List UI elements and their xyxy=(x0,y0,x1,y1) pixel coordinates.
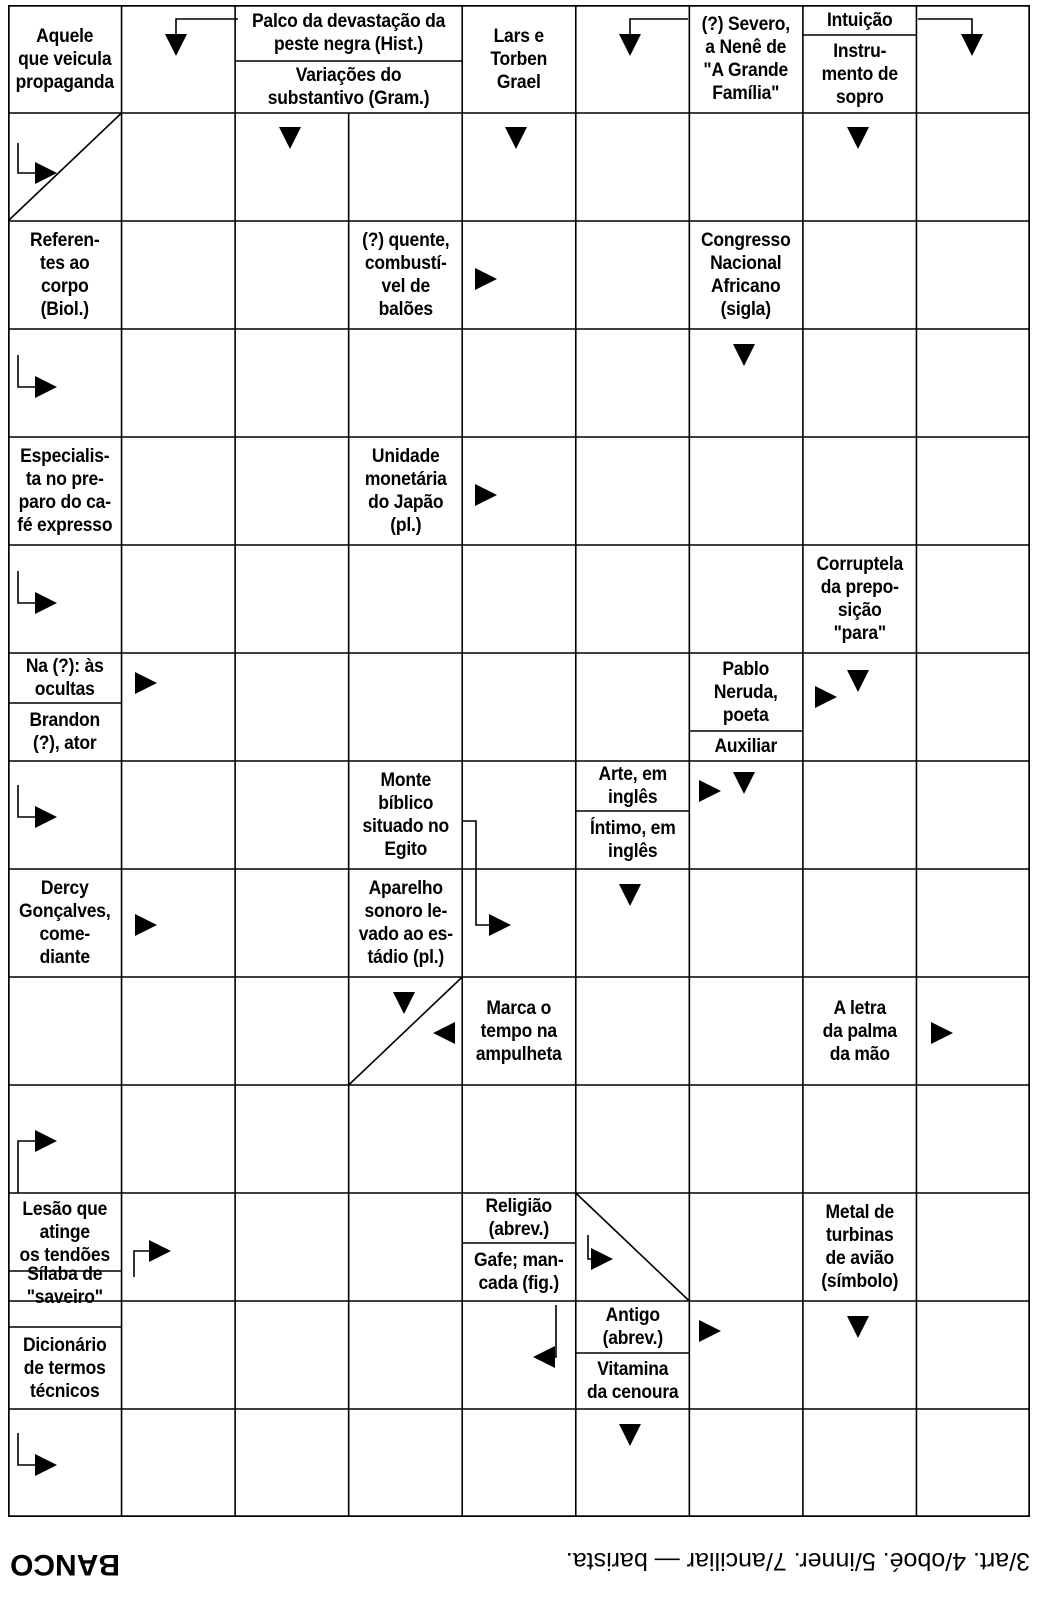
clue-text: Na (?): às ocultas xyxy=(25,656,104,700)
arrow-right-icon xyxy=(591,1248,613,1270)
arrow-left-icon xyxy=(433,1022,455,1044)
clue-cell xyxy=(13,437,117,545)
clue-cell xyxy=(353,869,457,977)
arrow-right-icon xyxy=(35,376,57,398)
clue-cell xyxy=(353,221,457,329)
clue-text: Sílaba de "saveiro" xyxy=(26,1264,103,1308)
answer-bank-text: 3/art. 4/oboé. 5/inner. 7/anciliar — barista. xyxy=(565,1547,1030,1575)
arrow-down-icon xyxy=(619,34,641,56)
arrow-right-icon xyxy=(35,592,57,614)
clue-text: Monte bíblico situado no Egito xyxy=(362,770,449,860)
clue-text: Lars e Torben Grael xyxy=(490,25,548,93)
arrow-right-icon xyxy=(475,268,497,290)
arrow-connector xyxy=(18,785,36,817)
arrow-connector xyxy=(18,1141,36,1193)
clue-cell xyxy=(694,221,798,329)
clue-cell xyxy=(13,5,117,113)
clue-text: Aparelho sonoro le- vado ao es- tádio (pl.) xyxy=(358,878,453,968)
clue-cell xyxy=(694,5,798,113)
arrow-down-icon xyxy=(619,884,641,906)
clue-text: Arte, em inglês xyxy=(598,764,667,808)
clue-cell xyxy=(13,869,117,977)
arrow-right-icon xyxy=(931,1022,953,1044)
clue-text: (?) quente, combustí- vel de balões xyxy=(361,230,450,320)
answer-bank-label: BANCO xyxy=(10,1548,120,1581)
clue-cell xyxy=(580,1353,684,1409)
clue-cell xyxy=(807,35,911,113)
clue-text: Religião (abrev.) xyxy=(485,1196,553,1240)
clue-text: Corruptela da prepo- sição "para" xyxy=(816,554,903,644)
clue-text: Dercy Gonçalves, come- diante xyxy=(19,878,111,968)
answer-bank-footer xyxy=(0,1525,1060,1595)
clue-text: Brandon (?), ator xyxy=(29,710,101,754)
crossword-grid xyxy=(8,5,1030,1517)
clue-text: Especialis- ta no pre- paro do ca- fé expresso xyxy=(17,446,113,536)
clue-text: Lesão que atinge os tendões xyxy=(19,1198,110,1266)
clue-text: Aquele que veicula propaganda xyxy=(15,25,114,93)
clue-text: Pablo Neruda, poeta xyxy=(714,658,778,726)
arrow-connector xyxy=(462,821,490,925)
arrow-down-icon xyxy=(505,127,527,149)
clue-cell xyxy=(807,545,911,653)
clue-cell xyxy=(807,5,911,35)
arrow-down-icon xyxy=(619,1424,641,1446)
clue-cell xyxy=(467,1193,571,1243)
arrow-right-icon xyxy=(489,914,511,936)
clue-cell xyxy=(13,703,117,761)
arrow-right-icon xyxy=(815,686,837,708)
arrow-right-icon xyxy=(35,806,57,828)
diagonal-divider xyxy=(8,113,122,221)
arrow-right-icon xyxy=(475,484,497,506)
arrow-connector xyxy=(134,1251,150,1277)
arrow-right-icon xyxy=(699,1320,721,1342)
arrow-down-icon xyxy=(847,127,869,149)
arrow-connector xyxy=(18,143,36,173)
clue-cell xyxy=(353,437,457,545)
clue-cell xyxy=(353,761,457,869)
clue-text: Palco da devastação da peste negra (Hist.) xyxy=(252,11,446,55)
clue-cell xyxy=(13,653,117,703)
clue-text: Referen- tes ao corpo (Biol.) xyxy=(30,230,100,320)
clue-cell xyxy=(580,811,684,869)
arrow-right-icon xyxy=(699,780,721,802)
arrow-down-icon xyxy=(847,670,869,692)
arrow-down-icon xyxy=(733,772,755,794)
diagonal-divider xyxy=(576,1193,690,1301)
clue-cell xyxy=(13,221,117,329)
clue-cell xyxy=(467,1243,571,1301)
arrow-connector xyxy=(630,19,688,35)
clue-text: Antigo (abrev.) xyxy=(602,1305,663,1349)
arrow-right-icon xyxy=(35,162,57,184)
arrow-connector xyxy=(918,19,972,35)
clue-text: Unidade monetária do Japão (pl.) xyxy=(364,446,447,536)
clue-cell xyxy=(467,977,571,1085)
clue-cell xyxy=(244,5,453,61)
clue-cell xyxy=(694,653,798,731)
clue-cell xyxy=(244,61,453,113)
arrow-left-icon xyxy=(533,1346,555,1368)
clue-text: Íntimo, em inglês xyxy=(589,818,676,862)
clue-cell xyxy=(807,1193,911,1301)
arrow-right-icon xyxy=(135,914,157,936)
arrow-connector xyxy=(176,19,238,35)
arrow-right-icon xyxy=(35,1130,57,1152)
arrow-down-icon xyxy=(279,127,301,149)
clue-cell xyxy=(580,1301,684,1353)
arrow-down-icon xyxy=(961,34,983,56)
clue-text: Dicionário de termos técnicos xyxy=(22,1334,107,1402)
clue-text: Metal de turbinas de avião (símbolo) xyxy=(821,1202,899,1292)
clue-text: Auxiliar xyxy=(714,735,778,757)
clue-text: Variações do substantivo (Gram.) xyxy=(267,65,430,109)
clue-cell xyxy=(580,761,684,811)
arrow-right-icon xyxy=(35,1454,57,1476)
clue-cell xyxy=(13,1264,117,1308)
clue-text: Instru- mento de sopro xyxy=(821,40,898,108)
clue-text: Marca o tempo na ampulheta xyxy=(476,997,562,1065)
clue-cell xyxy=(13,1327,117,1409)
clue-text: Intuição xyxy=(826,9,893,31)
arrow-connector xyxy=(18,1433,36,1465)
clue-text: Gafe; man- cada (fig.) xyxy=(474,1250,564,1294)
arrow-down-icon xyxy=(847,1316,869,1338)
clue-text: (?) Severo, a Nenê de "A Grande Família" xyxy=(701,14,791,104)
clue-text: Vitamina da cenoura xyxy=(586,1359,679,1403)
arrow-right-icon xyxy=(149,1240,171,1262)
clue-cell xyxy=(694,731,798,761)
clue-text: Congresso Nacional Africano (sigla) xyxy=(701,230,791,320)
arrow-down-icon xyxy=(393,992,415,1014)
clue-cell xyxy=(807,977,911,1085)
clue-cell xyxy=(13,1193,117,1271)
clue-text: A letra da palma da mão xyxy=(822,997,897,1065)
arrow-connector xyxy=(18,571,36,603)
arrow-connector xyxy=(18,355,36,387)
clue-cell xyxy=(467,5,571,113)
arrow-right-icon xyxy=(135,672,157,694)
arrow-down-icon xyxy=(165,34,187,56)
arrow-down-icon xyxy=(733,344,755,366)
